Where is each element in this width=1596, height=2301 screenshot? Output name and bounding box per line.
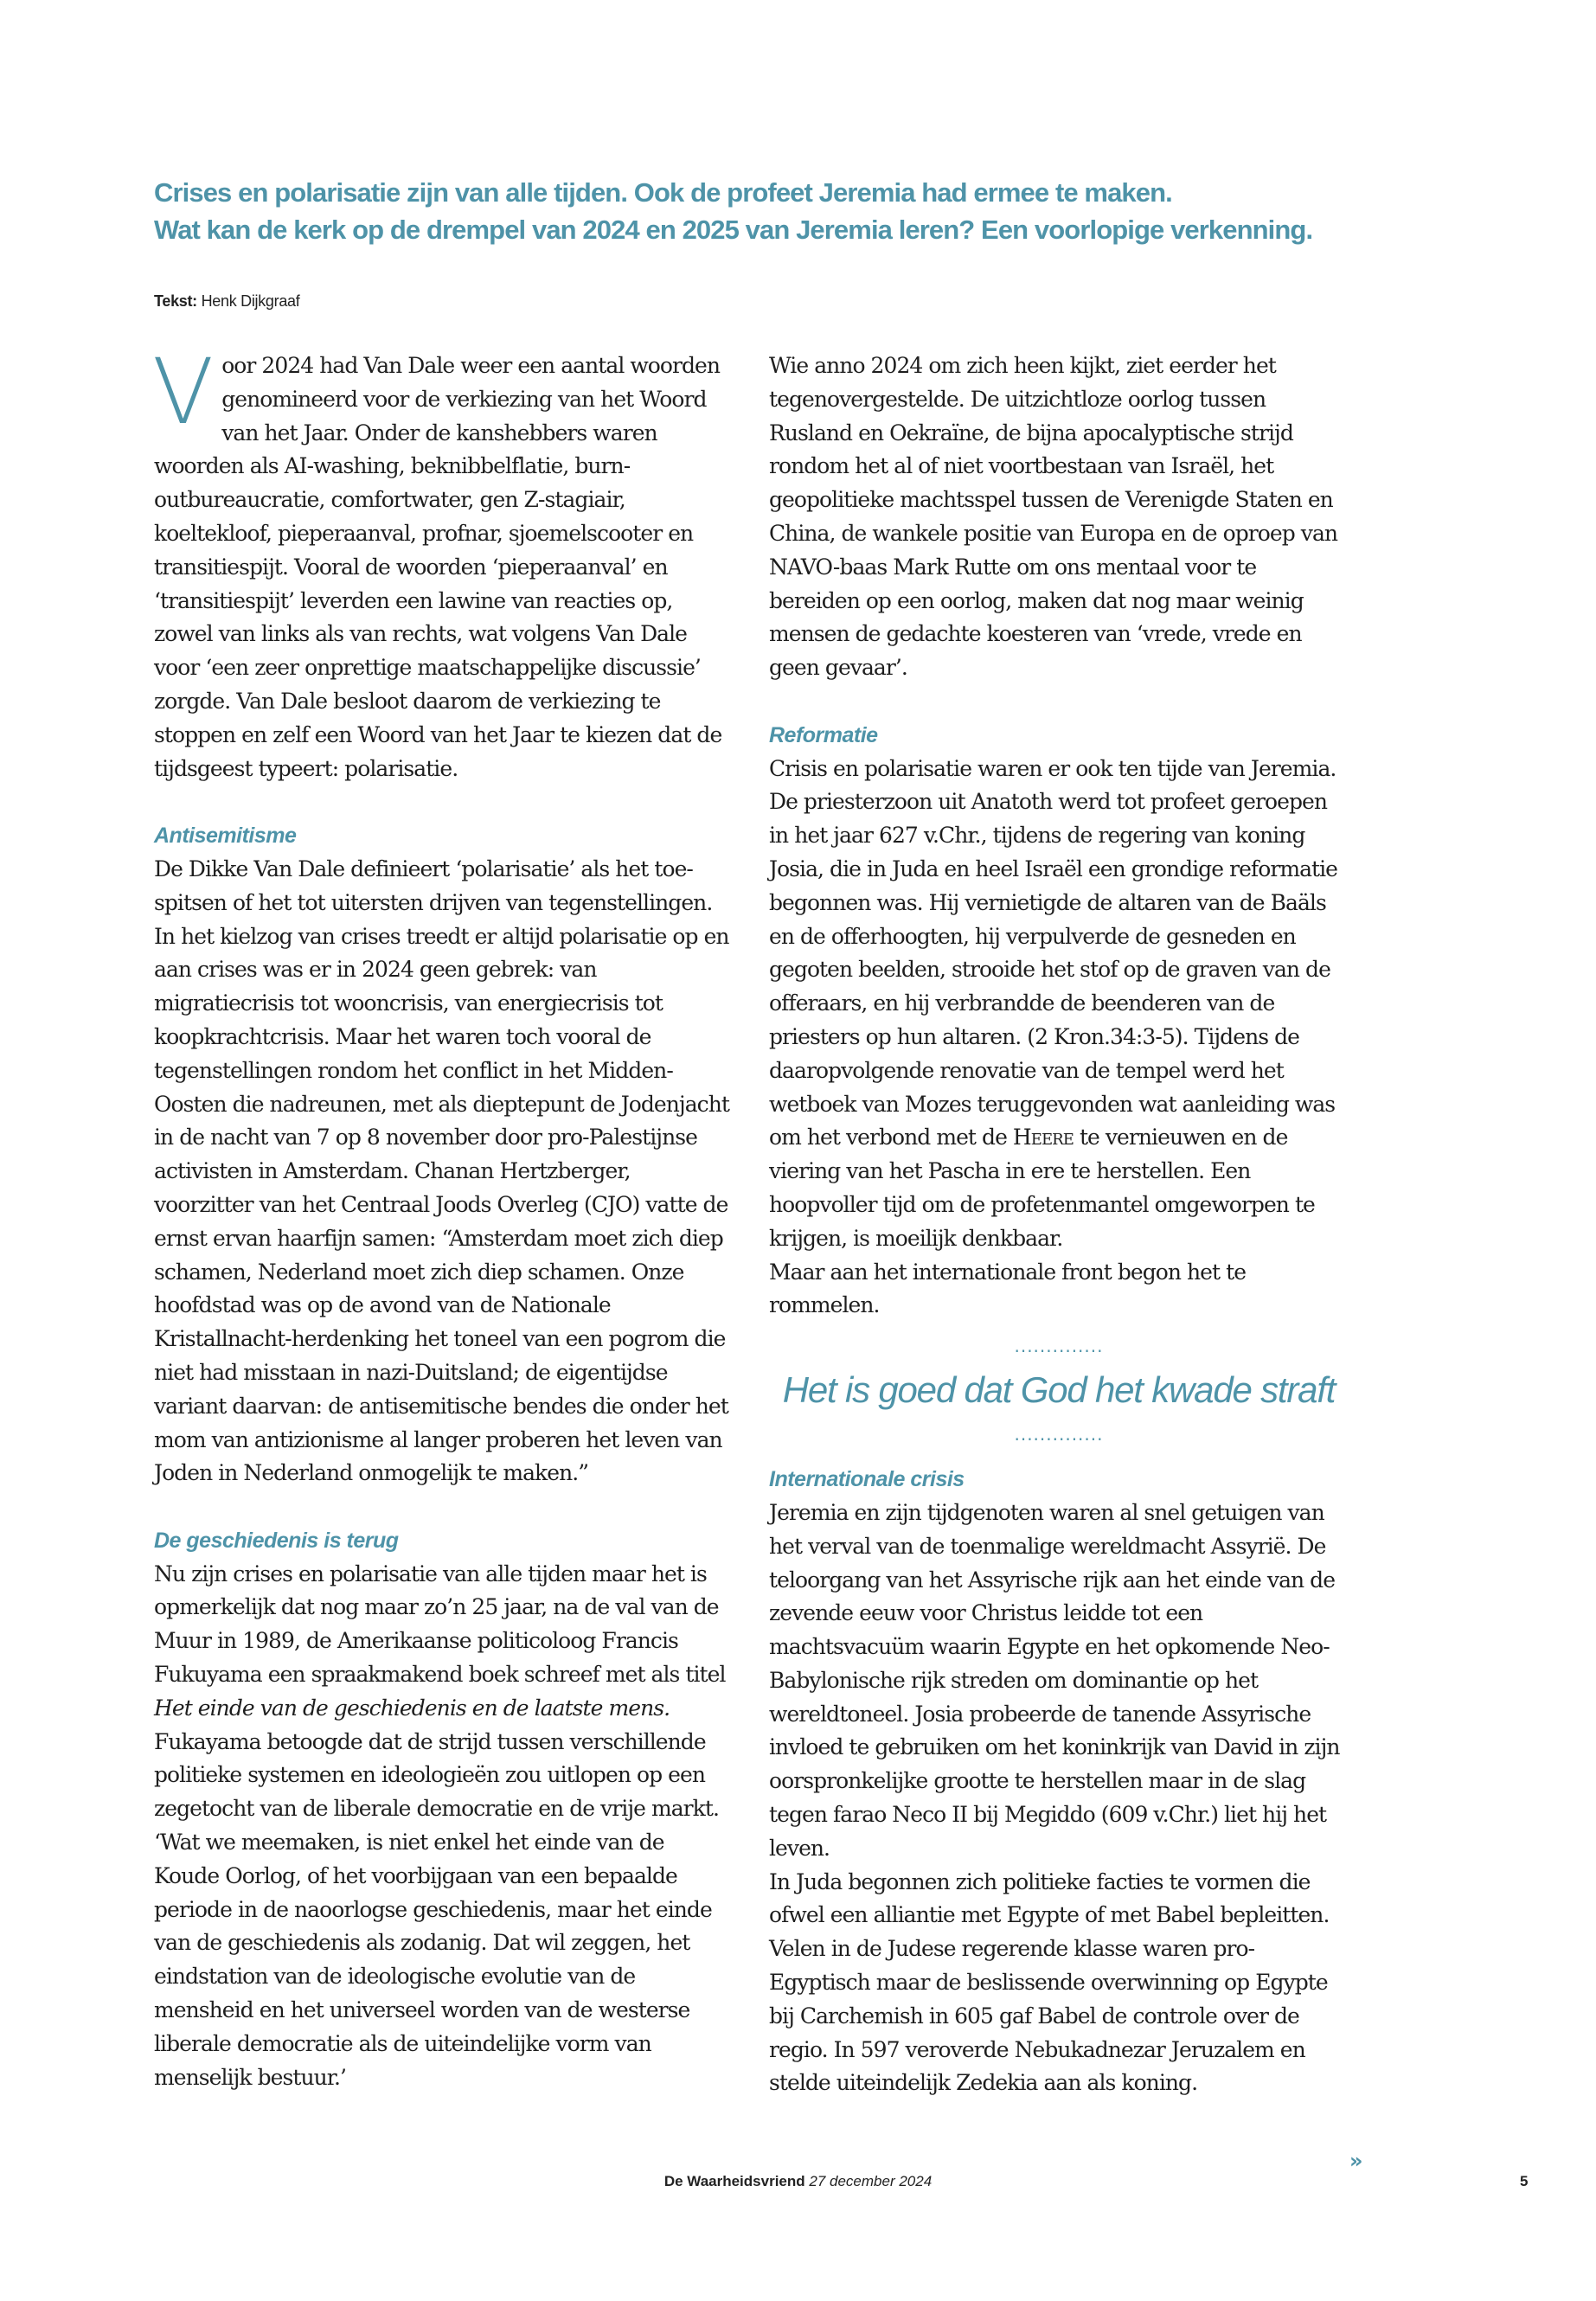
byline-author: Henk Dijkgraaf — [201, 292, 300, 310]
paragraph-reformatie — [769, 753, 1349, 1256]
paragraph-opening — [152, 339, 734, 785]
intro-line-1: Crises en polarisatie zijn van alle tijden. Ook de profeet Jeremia had ermee te maken. — [154, 177, 1172, 208]
continue-arrow-icon: » — [1349, 2149, 1363, 2173]
right-column — [769, 349, 1349, 2100]
reformatie-text-a: Crisis en polarisatie waren er ook ten tijde van Jeremia. De priesterzoon uit Anatoth werd tot profeet geroepen in het jaar 627 v.Chr., tijdens de regering van koning Josia, die in Juda en heel Israël een grondige reformatie begonnen was. Hij vernietigde de altaren van de Baäls en de offerhoogten, hij verpulverde de gesneden en gegoten beelden, strooide het stof op de graven van de offeraars, en hij verbrandde de beenderen van de priesters op hun altaren. (2 Kron.34:3-5). Tijdens de daaropvolgende renovatie van de tempel werd het wetboek van Mozes teruggevonden wat aanleiding was om het verbond met de — [769, 755, 1338, 1150]
footer-date: 27 december 2024 — [809, 2173, 933, 2189]
paragraph-juda-facties: In Juda begonnen zich politieke facties te vormen die ofwel een alliantie met Egypte of met Babel bepleitten. Velen in de Judese regerende klasse waren pro-Egyptisch maar de beslissende overwinning op Egypte bij Carchemish in 605 gaf Babel de controle over de regio. In 597 veroverde Nebukadnezar Jeruzalem en stelde uiteindelijk Zedekia aan als koning. — [769, 1868, 1330, 2096]
intro-line-2: Wat kan de kerk op de drempel van 2024 en 2025 van Jeremia leren? Een voorlopige verkenning. — [154, 214, 1313, 245]
pull-quote-top-divider: .............. — [1014, 1336, 1104, 1357]
page-number: 5 — [1520, 2173, 1529, 2189]
opening-text: oor 2024 had Van Dale weer een aantal woorden genomineerd voor de verkiezing van het Woord van het Jaar. Onder de kanshebbers waren woorden als AI-washing, beknibbelflatie, burn-outbureaucratie, comfortwater, gen Z-stagiair, koeltekloof, pieperaanval, profnar, sjoemelscooter en transitiespijt. Vooral de woorden ‘pieperaanval’ en ‘transitiespijt’ leverden een lawine van reacties op, zowel van links als van rechts, wat volgens Van Dale voor ‘een zeer onprettige maatschappelijke discussie’ zorgde. Van Dale besloot daarom de verkiezing te stoppen en zelf een Woord van het Jaar te kiezen dat de tijdsgeest typeert: polarisatie. — [154, 353, 722, 781]
book-title: Het einde van de geschiedenis en de laatste mens. — [154, 1695, 670, 1721]
intro-lead — [154, 175, 1452, 249]
left-column — [152, 339, 734, 2094]
pull-quote: Het is goed dat God het kwade straft — [782, 1369, 1336, 1411]
byline-label: Tekst: — [154, 292, 197, 310]
drop-cap: V — [152, 339, 214, 445]
paragraph-internationale-crisis: Jeremia en zijn tijdgenoten waren al snel getuigen van het verval van de toenmalige wereldmacht Assyrië. De teloorgang van het Assyrische rijk aan het einde van de zevende eeuw voor Christus leidde tot een machtsvacuüm waarin Egypte en het opkomende Neo-Babylonische rijk streden om dominantie op het wereldtoneel. Josia probeerde de tanende Assyrische invloed te gebruiken om het koninkrijk van David in zijn oorspronkelijke grootte te herstellen maar in de slag tegen farao Neco II bij Megiddo (609 v.Chr.) liet hij het leven. — [769, 1499, 1340, 1861]
subhead-internationale-crisis: Internationale crisis — [769, 1467, 965, 1492]
paragraph-geschiedenis — [154, 1558, 734, 2095]
pull-quote-block — [769, 1333, 1349, 1447]
subhead-antisemitisme: Antisemitisme — [154, 824, 297, 849]
subhead-reformatie: Reformatie — [769, 722, 878, 747]
paragraph-anno-2024: Wie anno 2024 om zich heen kijkt, ziet eerder het tegenovergestelde. De uitzichtloze oorlog tussen Rusland en Oekraïne, de bijna apocalyptische strijd rondom het al of niet voortbestaan van Israël, het geopolitieke machtsspel tussen de Verenigde Staten en China, de wankele positie van Europa en de oproep van NAVO-baas Mark Rutte om ons mentaal voor te bereiden op een oorlog, maken dat nog maar weinig mensen de gedachte koesteren van ‘vrede, vrede en geen gevaar’. — [769, 353, 1338, 681]
heere-smallcaps: Heere — [1012, 1125, 1074, 1150]
footer-magazine-name: De Waarheidsvriend — [663, 2173, 805, 2189]
subhead-geschiedenis: De geschiedenis is terug — [154, 1528, 399, 1553]
page-footer — [0, 2173, 1596, 2190]
reformatie-text-b: te vernieuwen en de viering van het Pascha in ere te herstellen. Een hoopvoller tijd om de profetenmantel omgeworpen te krijgen, is moeilijk denkbaar. — [769, 1125, 1315, 1251]
geschiedenis-text-a: Nu zijn crises en polarisatie van alle tijden maar het is opmerkelijk dat nog maar zo’n 25 jaar, na de val van de Muur in 1989, de Amerikaanse politicoloog Francis Fukuyama een spraakmakend boek schreef met als titel — [154, 1561, 726, 1688]
paragraph-rommelen: Maar aan het internationale front begon het te rommelen. — [769, 1259, 1247, 1318]
geschiedenis-text-b: Fukayama betoogde dat de strijd tussen verschillende politieke systemen en ideologieën zou uitlopen op een zegetocht van de liberale democratie en de vrije markt. ‘Wat we meemaken, is niet enkel het einde van de Koude Oorlog, of het voorbijgaan van een bepaalde periode in de naoorlogse geschiedenis, maar het einde van de geschiedenis als zodanig. Dat wil zeggen, het eindstation van de ideologische evolutie van de mensheid en het universeel worden van de westerse liberale democratie als de uiteindelijke vorm van menselijk bestuur.’ — [154, 1728, 719, 2090]
pull-quote-bottom-divider: .............. — [1014, 1424, 1104, 1445]
paragraph-antisemitisme: De Dikke Van Dale definieert ‘polarisatie’ als het toespitsen of het tot uitersten drijven van tegenstellingen. In het kielzog van crises treedt er altijd polarisatie op en aan crises was er in 2024 geen gebrek: van migratiecrisis tot wooncrisis, van energiecrisis tot koopkrachtcrisis. Maar het waren toch vooral de tegenstellingen rondom het conflict in het Midden-Oosten die nadreunen, met als dieptepunt de Jodenjacht in de nacht van 7 op 8 november door pro-Palestijnse activisten in Amsterdam. Chanan Hertzberger, voorzitter van het Centraal Joods Overleg (CJO) vatte de ernst ervan haarfijn samen: “Amsterdam moet zich diep schamen, Nederland moet zich diep schamen. Onze hoofdstad was op de avond van de Nationale Kristallnacht-herdenking het toneel van een pogrom die niet had misstaan in nazi-Duitsland; de eigentijdse variant daarvan: de antisemitische bendes die onder het mom van antizionisme al langer proberen het leven van Joden in Nederland onmogelijk te maken.” — [154, 856, 729, 1486]
byline — [154, 292, 299, 311]
